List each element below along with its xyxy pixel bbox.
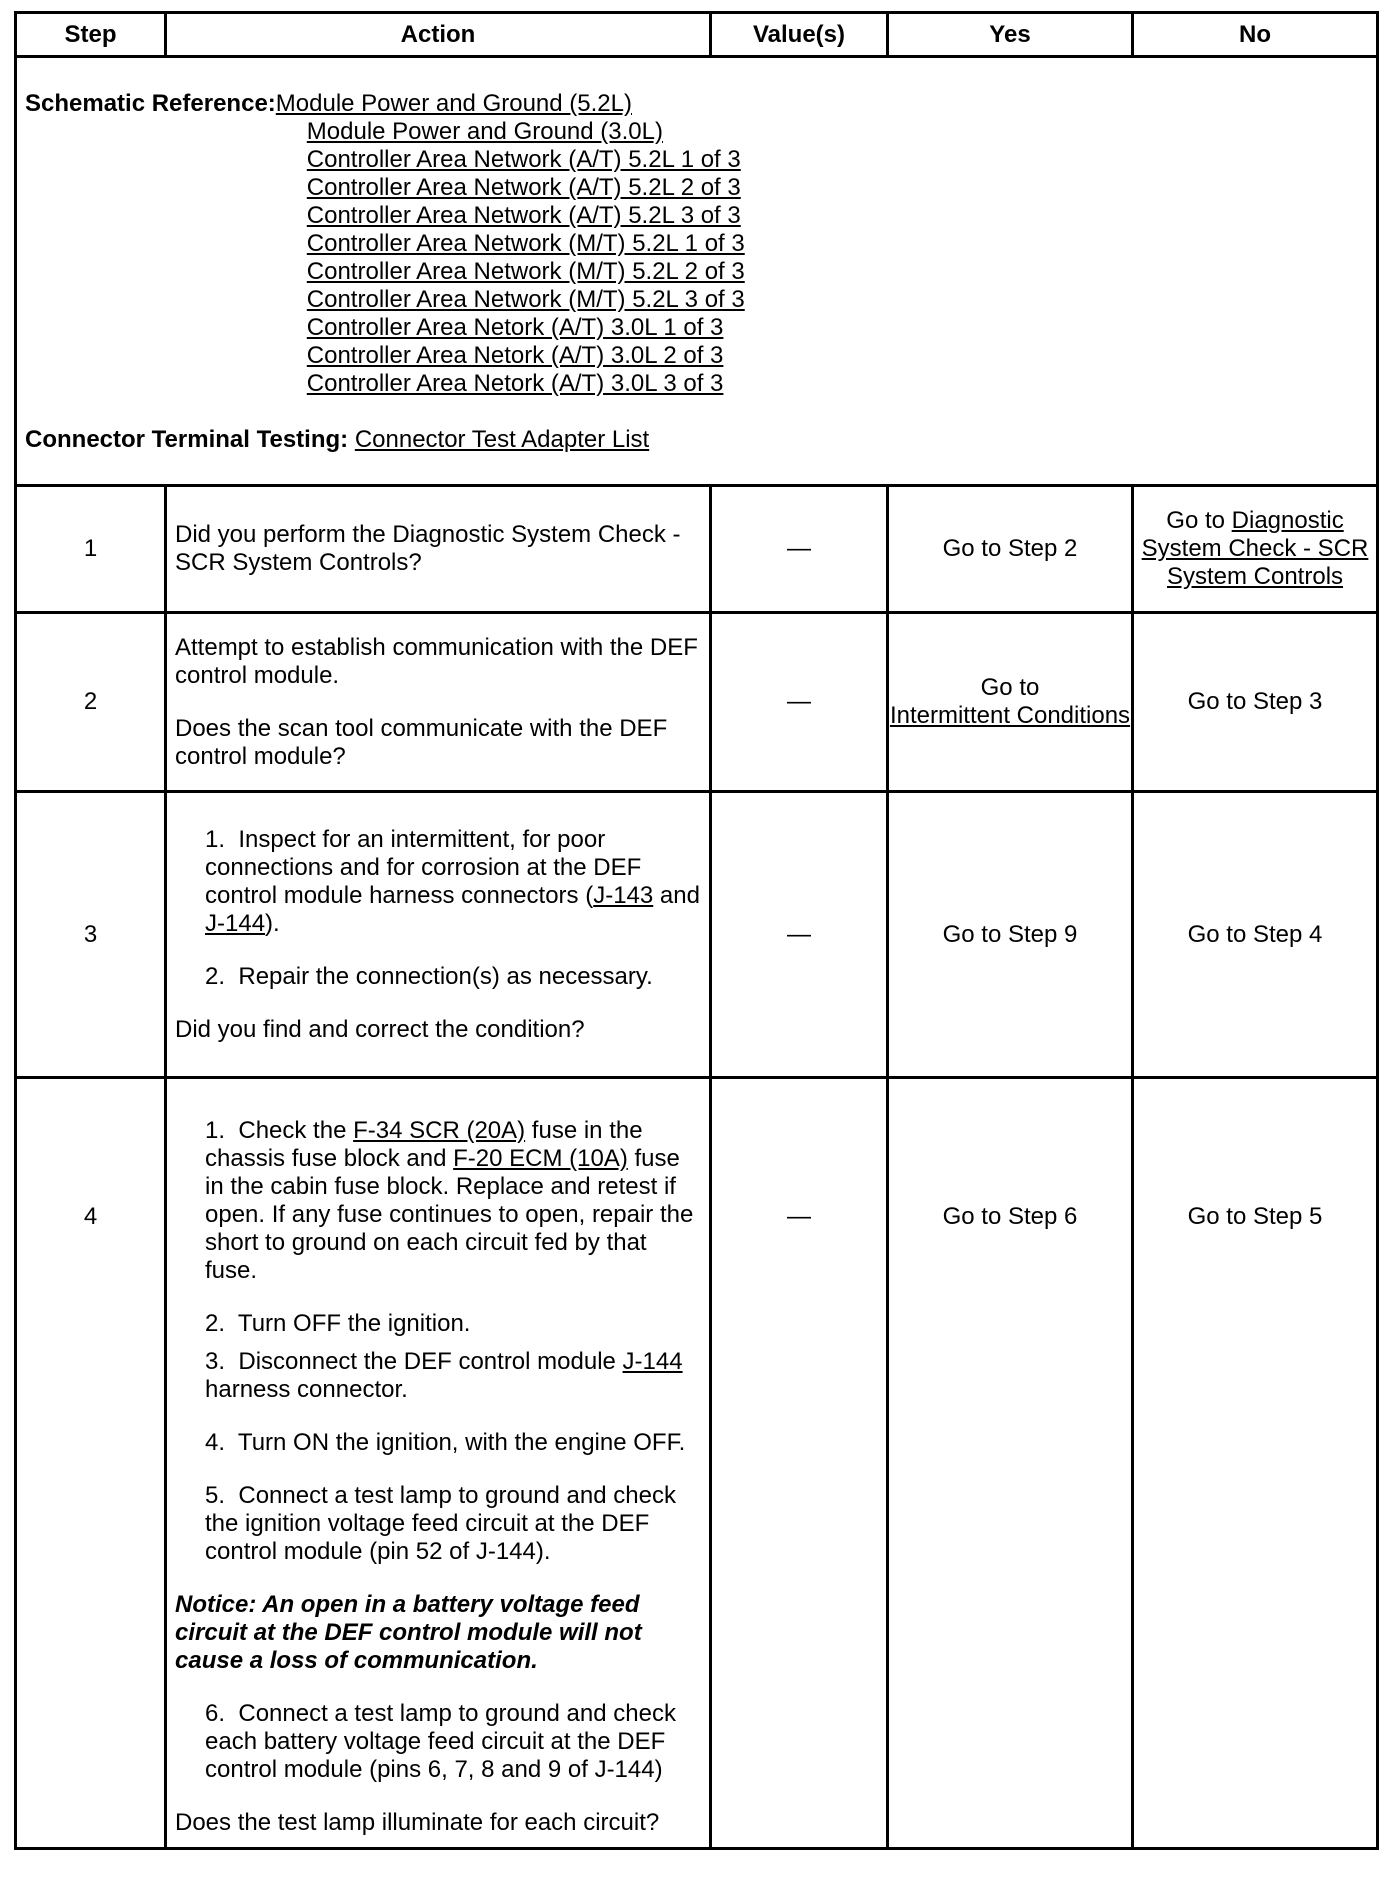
yes-prefix: Go to (980, 674, 1040, 701)
connector-j144-link[interactable]: J-144 (205, 909, 266, 937)
schematic-link[interactable]: Controller Area Network (A/T) 5.2L 2 of 3 (306, 174, 741, 201)
action-item-2: 2. Repair the connection(s) as necessary. (205, 962, 653, 990)
no-prefix: Go to (1166, 507, 1232, 534)
step-number: 3 (16, 792, 166, 1078)
action-text: Did you perform the Diagnostic System Check - SCR System Controls? (175, 521, 681, 576)
step-action (166, 1078, 711, 1849)
step-action (166, 792, 711, 1078)
step-value: — (711, 792, 888, 1078)
connector-j143-link[interactable]: J-143 (593, 881, 654, 909)
step-value: — (711, 613, 888, 792)
schematic-link[interactable]: Controller Area Network (A/T) 5.2L 1 of 3 (306, 146, 741, 173)
schematic-link[interactable]: Controller Area Network (M/T) 5.2L 2 of 3 (306, 258, 745, 285)
action-question: Did you find and correct the condition? (175, 1015, 585, 1043)
action-item-5: 5. Connect a test lamp to ground and check the ignition voltage feed circuit at the DEF control module (pin 52 of J-144). (205, 1482, 676, 1565)
step-number: 1 (16, 486, 166, 613)
connector-testing-label: Connector Terminal Testing: (25, 426, 349, 453)
action-question: Does the scan tool communicate with the DEF control module? (175, 714, 668, 770)
step-value: — (711, 486, 888, 613)
step-row-2 (16, 613, 1378, 792)
intermittent-conditions-link[interactable]: Intermittent Conditions (889, 702, 1131, 729)
step-action (166, 486, 711, 613)
diagnostic-system-check-link[interactable]: Diagnostic System Check - SCR System Controls (1141, 507, 1369, 590)
action-item-3: 3. Disconnect the DEF control module J-144 harness connector. (205, 1348, 683, 1403)
action-text: Attempt to establish communication with the DEF control module. (175, 633, 698, 689)
step-value: — (711, 1078, 888, 1849)
step-row-1 (16, 486, 1378, 613)
action-question: Does the test lamp illuminate for each circuit? (175, 1809, 660, 1836)
reference-row (16, 57, 1378, 486)
schematic-link[interactable]: Module Power and Ground (3.0L) (306, 118, 663, 145)
no-cell: Go to Step 4 (1133, 792, 1378, 1078)
step-number: 2 (16, 613, 166, 792)
yes-cell (888, 613, 1133, 792)
header-row (16, 13, 1378, 57)
header-step: Step (16, 13, 166, 57)
schematic-link[interactable]: Controller Area Network (M/T) 5.2L 3 of 3 (306, 286, 745, 313)
step-number: 4 (16, 1078, 166, 1849)
header-yes: Yes (888, 13, 1133, 57)
schematic-link[interactable]: Controller Area Netork (A/T) 3.0L 1 of 3 (306, 314, 724, 341)
action-item-1: 1. Check the F-34 SCR (20A) fuse in the chassis fuse block and F-20 ECM (10A) fuse in the cabin fuse block. Replace and retest if open. If any fuse continues to open, repair the short to ground on each circuit fed by that fuse. (205, 1117, 694, 1284)
action-item-1: 1. Inspect for an intermittent, for poor connections and for corrosion at the DEF control module harness connectors (J-143 and J-144). (205, 825, 700, 937)
no-cell (1133, 486, 1378, 613)
step-action (166, 613, 711, 792)
schematic-link[interactable]: Controller Area Netork (A/T) 3.0L 3 of 3 (306, 370, 724, 397)
header-values: Value(s) (711, 13, 888, 57)
yes-cell: Go to Step 9 (888, 792, 1133, 1078)
action-item-2: 2. Turn OFF the ignition. (205, 1310, 471, 1337)
step-row-4 (16, 1078, 1378, 1849)
header-no: No (1133, 13, 1378, 57)
notice-text: Notice: An open in a battery voltage feed circuit at the DEF control module will not cause a loss of communication. (175, 1591, 642, 1674)
action-item-6: 6. Connect a test lamp to ground and check each battery voltage feed circuit at the DEF control module (pins 6, 7, 8 and 9 of J-144) (205, 1700, 676, 1783)
no-cell: Go to Step 3 (1133, 613, 1378, 792)
action-item-4: 4. Turn ON the ignition, with the engine OFF. (205, 1429, 686, 1456)
schematic-link[interactable]: Module Power and Ground (5.2L) (275, 90, 632, 117)
connector-test-adapter-link[interactable]: Connector Test Adapter List (354, 426, 650, 453)
schematic-link[interactable]: Controller Area Netork (A/T) 3.0L 2 of 3 (306, 342, 724, 369)
reference-cell (16, 57, 1378, 486)
fuse-f20-link[interactable]: F-20 ECM (10A) (453, 1145, 628, 1172)
schematic-link[interactable]: Controller Area Network (A/T) 5.2L 3 of 3 (306, 202, 741, 229)
yes-cell: Go to Step 6 (888, 1078, 1133, 1849)
schematic-link-list (276, 90, 745, 398)
schematic-reference-label: Schematic Reference: (25, 90, 276, 117)
yes-cell: Go to Step 2 (888, 486, 1133, 613)
step-row-3 (16, 792, 1378, 1078)
no-cell: Go to Step 5 (1133, 1078, 1378, 1849)
diagnostic-table (14, 11, 1379, 1850)
connector-j144-link[interactable]: J-144 (622, 1348, 683, 1375)
schematic-link[interactable]: Controller Area Network (M/T) 5.2L 1 of 3 (306, 230, 745, 257)
fuse-f34-link[interactable]: F-34 SCR (20A) (353, 1117, 526, 1144)
header-action: Action (166, 13, 711, 57)
